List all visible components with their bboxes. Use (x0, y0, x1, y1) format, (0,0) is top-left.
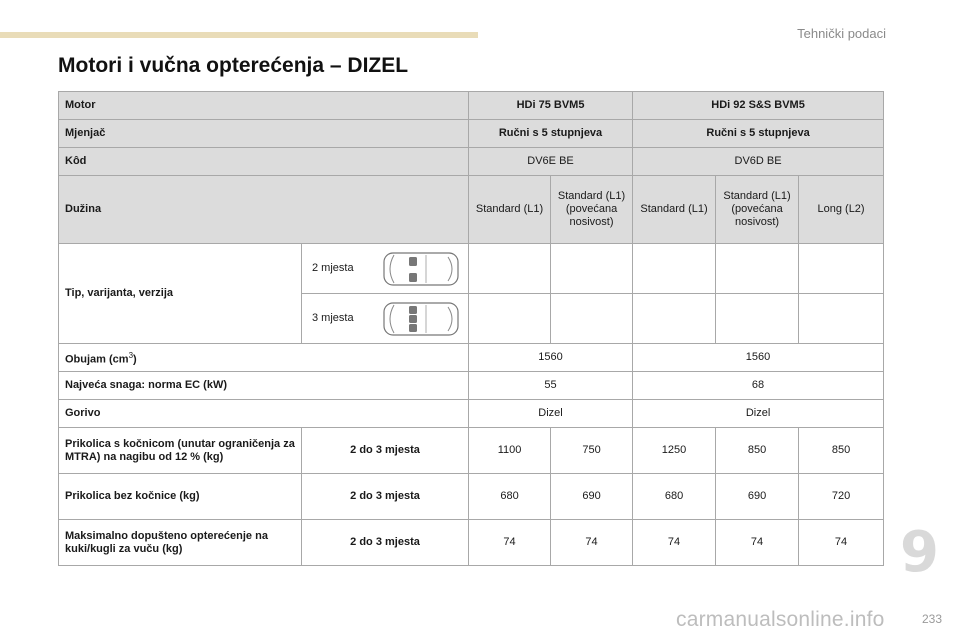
page-title: Motori i vučna opterećenja – DIZEL (58, 54, 409, 77)
power-1: 55 (469, 372, 633, 400)
engine-spec-table (58, 91, 884, 566)
fuel-row (59, 400, 884, 428)
unbraked-value: 690 (551, 474, 633, 520)
seat-3-cell (302, 294, 469, 344)
gearbox-row (59, 120, 884, 148)
noseweight-value: 74 (799, 520, 884, 566)
length-row (59, 176, 884, 244)
noseweight-value: 74 (633, 520, 716, 566)
unbraked-label: Prikolica bez kočnice (kg) (59, 474, 302, 520)
motor-row (59, 92, 884, 120)
unbraked-value: 680 (469, 474, 551, 520)
van-3-seats-icon (382, 299, 462, 339)
code-label: Kôd (59, 148, 469, 176)
noseweight-row (59, 520, 884, 566)
seat-3-label: 3 mjesta (312, 312, 354, 324)
unbraked-value: 690 (716, 474, 799, 520)
seat-2-cell (302, 244, 469, 294)
braked-value: 850 (799, 428, 884, 474)
unbraked-trailer-row (59, 474, 884, 520)
code-2: DV6D BE (633, 148, 884, 176)
seat-2-label: 2 mjesta (312, 262, 354, 274)
displacement-row (59, 344, 884, 372)
noseweight-value: 74 (469, 520, 551, 566)
gearbox-2: Ručni s 5 stupnjeva (633, 120, 884, 148)
fuel-1: Dizel (469, 400, 633, 428)
power-row (59, 372, 884, 400)
braked-value: 1100 (469, 428, 551, 474)
length-1: Standard (L1) (469, 176, 551, 244)
braked-trailer-row (59, 428, 884, 474)
displacement-2: 1560 (633, 344, 884, 372)
braked-value: 1250 (633, 428, 716, 474)
unbraked-value: 680 (633, 474, 716, 520)
noseweight-value: 74 (551, 520, 633, 566)
unbraked-seats: 2 do 3 mjesta (302, 474, 469, 520)
fuel-2: Dizel (633, 400, 884, 428)
noseweight-label: Maksimalno dopušteno opterećenje na kuki/kugli za vuču (kg) (59, 520, 302, 566)
power-2: 68 (633, 372, 884, 400)
watermark: carmanualsonline.info (676, 608, 885, 631)
noseweight-seats: 2 do 3 mjesta (302, 520, 469, 566)
page-number: 233 (921, 612, 942, 626)
length-3: Standard (L1) (633, 176, 716, 244)
braked-seats: 2 do 3 mjesta (302, 428, 469, 474)
length-5: Long (L2) (799, 176, 884, 244)
motor-1: HDi 75 BVM5 (469, 92, 633, 120)
gearbox-label: Mjenjač (59, 120, 469, 148)
section-name: Tehnički podaci (797, 26, 886, 41)
braked-label: Prikolica s kočnicom (unutar ograničenja za MTRA) na nagibu od 12 % (kg) (59, 428, 302, 474)
unbraked-value: 720 (799, 474, 884, 520)
type-label: Tip, varijanta, verzija (59, 244, 302, 344)
noseweight-value: 74 (716, 520, 799, 566)
displacement-label: Obujam $(cm^3)$ (59, 344, 469, 372)
power-label: Najveća snaga: norma EC (kW) (59, 372, 469, 400)
motor-label: Motor (59, 92, 469, 120)
braked-value: 850 (716, 428, 799, 474)
length-2: Standard (L1) (povećana nosivost) (551, 176, 633, 244)
braked-value: 750 (551, 428, 633, 474)
van-2-seats-icon (382, 249, 462, 289)
motor-2: HDi 92 S&S BVM5 (633, 92, 884, 120)
top-accent-bar (0, 32, 478, 38)
gearbox-1: Ručni s 5 stupnjeva (469, 120, 633, 148)
type-row-2-seats (59, 244, 884, 294)
code-row (59, 148, 884, 176)
chapter-number: 9 (900, 520, 939, 585)
code-1: DV6E BE (469, 148, 633, 176)
length-label: Dužina (59, 176, 469, 244)
fuel-label: Gorivo (59, 400, 469, 428)
displacement-1: 1560 (469, 344, 633, 372)
length-4: Standard (L1) (povećana nosivost) (716, 176, 799, 244)
